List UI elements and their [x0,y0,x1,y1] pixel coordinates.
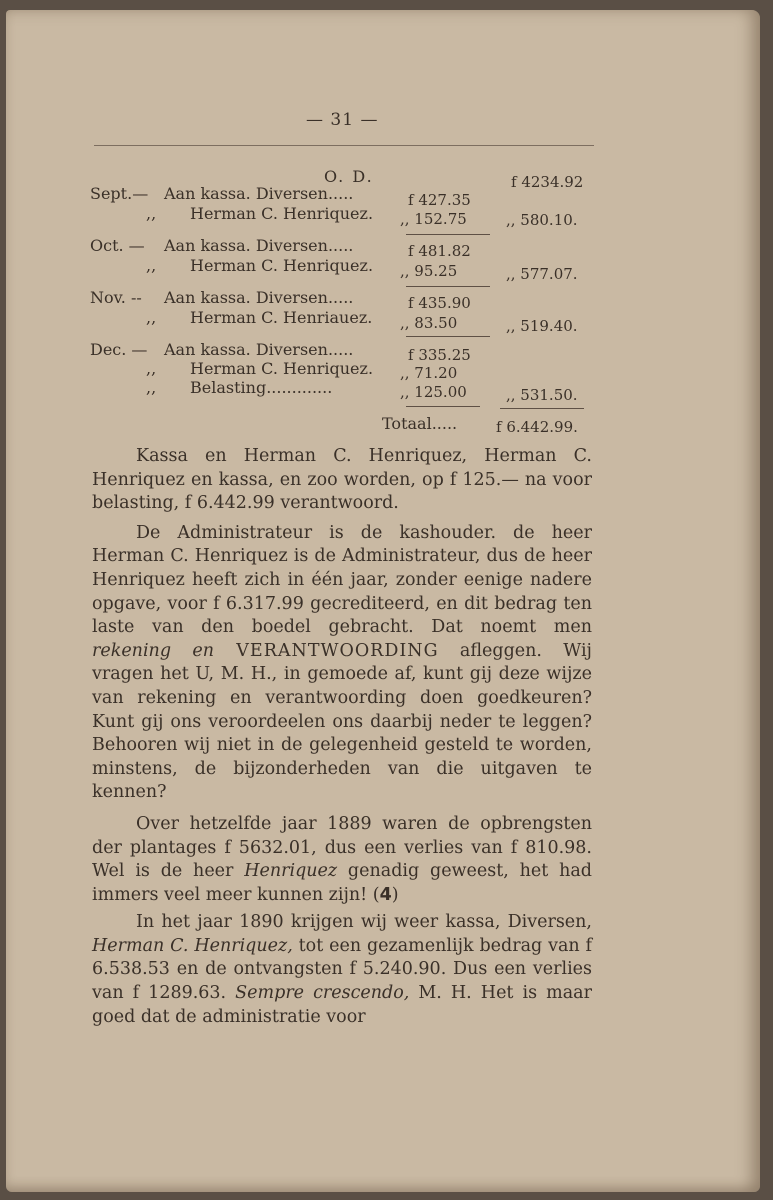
ledger-amount: ,, 83.50 [400,314,458,332]
ledger-amount: f 427.35 [408,191,471,209]
ledger-month: ,, [146,204,157,223]
footnote-badge: 4 [379,884,392,905]
ledger-subtotal: ,, 531.50. [506,386,578,404]
ledger-month: ,, [146,378,157,397]
opening-balance: f 4234.92 [511,173,584,191]
document-page [6,10,760,1192]
body-text [92,445,592,1029]
ledger-header: O. D. [324,167,374,186]
ledger-desc: Herman C. Henriauez. [190,308,373,327]
ledger-amount: f 335.25 [408,346,471,364]
ledger-amount: ,, 152.75 [400,210,467,228]
ledger-subtotal: ,, 519.40. [506,317,578,335]
ledger-month: Nov. -- [90,288,142,307]
ledger-month: Dec. — [90,340,148,359]
sum-rule [406,406,480,407]
ledger-month: ,, [146,359,157,378]
ledger-desc: Aan kassa. Diversen..... [164,236,354,255]
paragraph-1: Kassa en Herman C. Henriquez, Herman C. Henriquez en kassa, en zoo worden, op f 125.— na voor belasting, f 6.442.99 verantwoord. [92,446,592,514]
paragraph-3: Over hetzelfde jaar 1889 waren de opbrengsten der plantages f 5632.01, dus een verlies van f 810.98. Wel is de heer Henriquez genadig geweest, het had immers veel meer kunnen zijn! (4) [92,813,592,905]
ledger-subtotal: ,, 577.07. [506,265,578,283]
ledger-desc: Aan kassa. Diversen..... [164,184,354,203]
ledger-month: ,, [146,308,157,327]
total-value: f 6.442.99. [496,418,578,436]
ledger-amount: ,, 71.20 [400,364,458,382]
ledger-amount: ,, 95.25 [400,262,458,280]
ledger-subtotal: ,, 580.10. [506,211,578,229]
ledger-amount: ,, 125.00 [400,383,467,401]
ledger-amount: f 481.82 [408,242,471,260]
sum-rule [406,286,490,287]
header-rule [94,145,594,146]
total-label: Totaal..... [382,414,458,433]
ledger-desc: Belasting............. [190,378,333,397]
ledger-desc: Herman C. Henriquez. [190,256,374,275]
sum-rule [406,336,490,337]
ledger-amount: f 435.90 [408,294,471,312]
ledger-desc: Herman C. Henriquez. [190,204,374,223]
sum-rule [406,234,490,235]
ledger-month: Oct. — [90,236,145,255]
ledger-desc: Aan kassa. Diversen..... [164,340,354,359]
ledger-month: ,, [146,256,157,275]
paragraph-4: In het jaar 1890 krijgen wij weer kassa, Diversen, Herman C. Henriquez, tot een gezamenlijk bedrag van f 6.538.53 en de ontvangsten f 5.240.90. Dus een verlies van f 1289.63. Sempre crescendo, M. H. Het is maar goed dat de administratie voor [92,912,593,1027]
ledger-desc: Aan kassa. Diversen..... [164,288,354,307]
total-rule [500,408,584,409]
paragraph-2: De Administrateur is de kashouder. de heer Herman C. Henriquez is de Administrateur, dus de heer Henriquez heeft zich in één jaar, zonder eenige nadere opgave, voor f 6.317.99 gecrediteerd, en dit bedrag ten laste van den boedel gebracht. Dat noemt men rekening en VERANTWOORDING afleggen. Wij vragen het U, M. H., in gemoede af, kunt gij deze wijze van rekening en verantwoording doen goedkeuren? Kunt gij ons veroordeelen ons daarbij neder te leggen? Behooren wij niet in de gelegenheid gesteld te worden, minstens, de bijzonderheden van die uitgaven te kennen? [92,522,592,803]
ledger-month: Sept.— [90,184,149,203]
ledger-desc: Herman C. Henriquez. [190,359,374,378]
page-number: — 31 — [306,110,379,130]
